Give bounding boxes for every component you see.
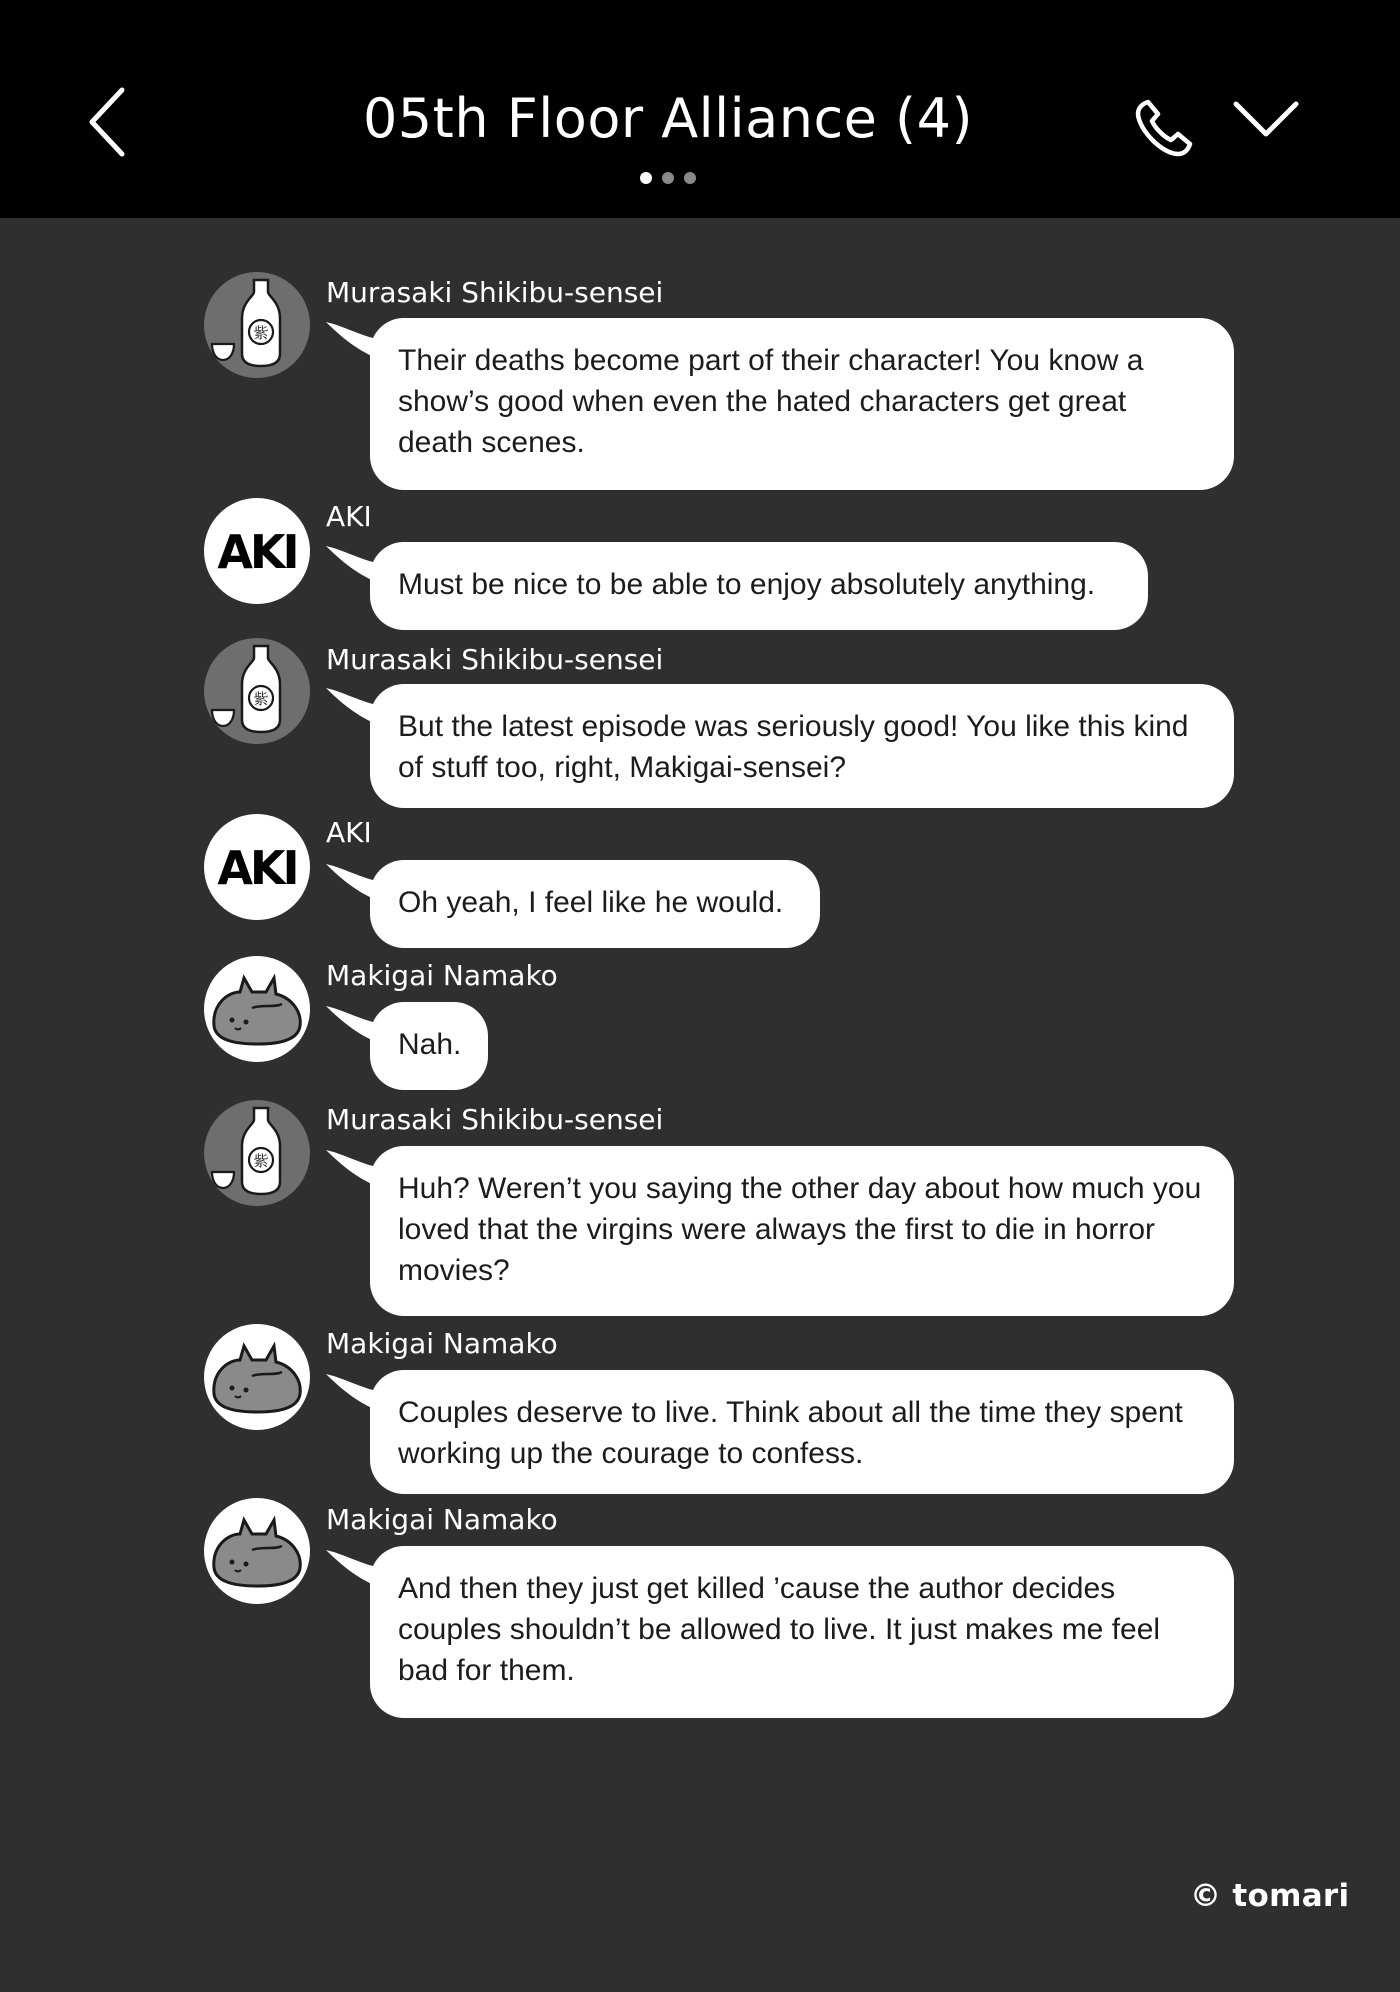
avatar-murasaki[interactable] [204,272,310,378]
sea-cucumber-icon [204,956,310,1062]
avatar-aki[interactable] [204,814,310,920]
aki-avatar-icon [204,814,310,920]
chat-title: 05th Floor Alliance (4) [362,87,974,150]
message-bubble[interactable] [370,318,1234,490]
sender-name: AKI [326,816,372,849]
sea-cucumber-icon [204,1498,310,1604]
message-text: Oh yeah, I feel like he would. [398,886,784,919]
page-dot[interactable] [684,172,696,184]
message-text: Nah. [398,1028,462,1061]
avatar-murasaki[interactable] [204,638,310,744]
message-bubble[interactable] [370,1370,1234,1494]
page-dot[interactable] [662,172,674,184]
svg-text:紫: 紫 [253,690,269,708]
sea-cucumber-icon [204,1324,310,1430]
sender-name: Makigai Namako [326,1503,558,1536]
message-bubble[interactable] [370,860,820,948]
sender-name: Makigai Namako [326,1327,558,1360]
message-bubble[interactable] [370,1546,1234,1718]
message-text: Huh? Weren’t you saying the other day about how much you loved that the virgins were always the first to die in horror movies? [398,1172,1202,1287]
message-bubble[interactable] [370,1002,488,1090]
message-text: Their deaths become part of their character! You know a show’s good when even the hated characters get great death scenes. [398,344,1144,459]
chevron-down-icon [1232,96,1300,144]
avatar-makigai[interactable] [204,956,310,1062]
svg-text:AKI: AKI [217,841,297,895]
sake-bottle-icon [204,1100,310,1206]
phone-icon [1132,96,1196,160]
page-indicator [640,172,696,184]
message-text: Must be nice to be able to enjoy absolutely anything. [398,568,1096,601]
message-text: Couples deserve to live. Think about all the time they spent working up the courage to confess. [398,1396,1183,1470]
sender-name: Murasaki Shikibu-sensei [326,643,664,676]
page-dot[interactable] [640,172,652,184]
message-bubble[interactable] [370,1146,1234,1316]
sender-name: Makigai Namako [326,959,558,992]
svg-text:紫: 紫 [253,324,269,342]
avatar-murasaki[interactable] [204,1100,310,1206]
message-text: And then they just get killed ’cause the author decides couples shouldn’t be allowed to live. It just makes me feel bad for them. [398,1572,1161,1687]
svg-text:紫: 紫 [253,1152,269,1170]
aki-avatar-icon [204,498,310,604]
menu-dropdown-button[interactable] [1232,96,1300,144]
message-text: But the latest episode was seriously good! You like this kind of stuff too, right, Makigai-sensei? [398,710,1189,784]
sake-bottle-icon [204,272,310,378]
avatar-makigai[interactable] [204,1498,310,1604]
copyright-notice: © tomari [1190,1878,1350,1914]
avatar-makigai[interactable] [204,1324,310,1430]
avatar-aki[interactable] [204,498,310,604]
sender-name: Murasaki Shikibu-sensei [326,276,664,309]
call-button[interactable] [1132,96,1196,160]
sender-name: AKI [326,500,372,533]
message-bubble[interactable] [370,684,1234,808]
sender-name: Murasaki Shikibu-sensei [326,1103,664,1136]
svg-text:AKI: AKI [217,525,297,579]
sake-bottle-icon [204,638,310,744]
message-bubble[interactable] [370,542,1148,630]
chat-header [0,0,1400,218]
